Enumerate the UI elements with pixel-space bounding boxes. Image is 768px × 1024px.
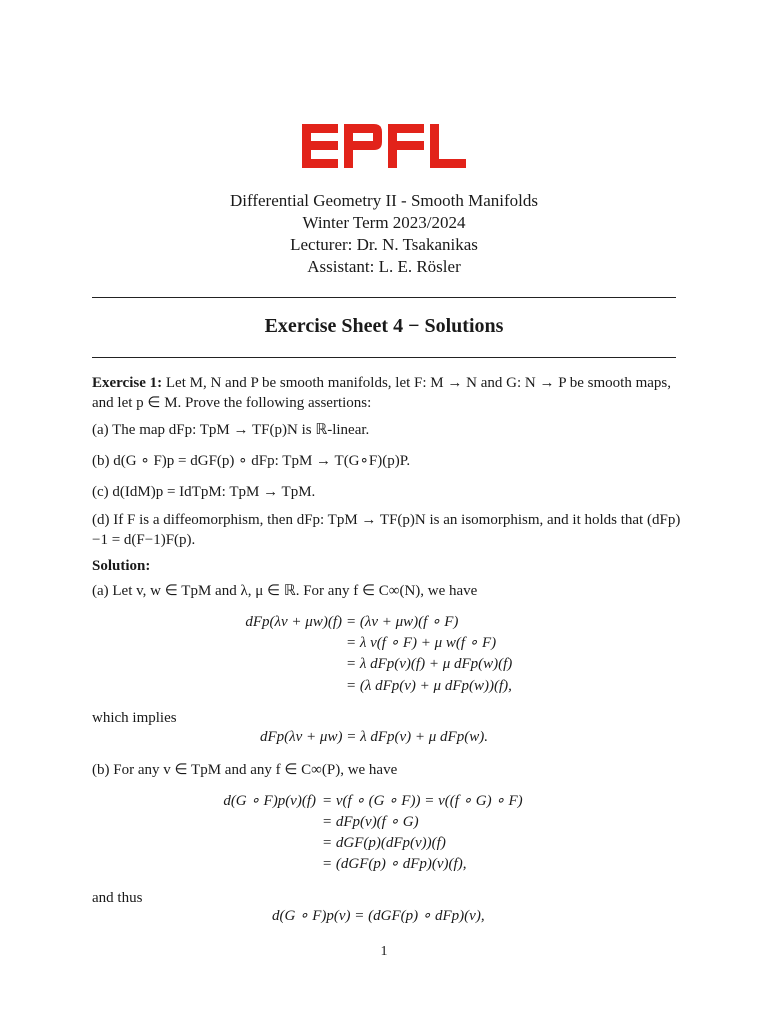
lecturer: Lecturer: Dr. N. Tsakanikas bbox=[290, 235, 478, 254]
exercise-statement bbox=[92, 373, 682, 413]
exercise-label: Exercise 1: bbox=[92, 375, 163, 391]
solution-a-implies: which implies bbox=[92, 710, 177, 726]
equation-a-line: = (λ dFp(v) + μ dFp(w))(f), bbox=[346, 678, 512, 694]
epfl-logo bbox=[302, 124, 466, 168]
exercise-item-c: (c) d(IdM)p = IdTpM: TpM → TpM. bbox=[92, 484, 316, 500]
solution-label: Solution: bbox=[92, 558, 151, 574]
equation-a-result: dFp(λv + μw) = λ dFp(v) + μ dFp(w). bbox=[260, 729, 488, 745]
equation-a-line: = (λv + μw)(f ∘ F) bbox=[346, 614, 459, 630]
equation-a-line: = λ dFp(v)(f) + μ dFp(w)(f) bbox=[346, 656, 513, 672]
exercise-item-a: (a) The map dFp: TpM → TF(p)N is ℝ-linear. bbox=[92, 422, 370, 438]
sheet-title: Exercise Sheet 4 − Solutions bbox=[264, 315, 504, 337]
page-number: 1 bbox=[380, 944, 388, 959]
exercise-item-b: (b) d(G ∘ F)p = dGF(p) ∘ dFp: TpM → T(G∘F)(p)P. bbox=[92, 453, 411, 469]
course-header bbox=[0, 190, 768, 278]
equation-b-lhs: d(G ∘ F)p(v)(f) bbox=[223, 793, 316, 809]
exercise-intro: Let M, N and P be smooth manifolds, let F: M → N and G: N → P be smooth maps, and let p ∈ M. Prove the following assertions: bbox=[92, 375, 671, 411]
equation-b-line: = v(f ∘ (G ∘ F)) = v((f ∘ G) ∘ F) bbox=[322, 793, 523, 809]
assistant: Assistant: L. E. Rösler bbox=[307, 257, 461, 276]
equation-a-line: = λ v(f ∘ F) + μ w(f ∘ F) bbox=[346, 635, 497, 651]
top-rule bbox=[92, 297, 676, 298]
equation-a bbox=[0, 612, 768, 696]
solution-b-thus: and thus bbox=[92, 890, 143, 906]
exercise-item-d: (d) If F is a diffeomorphism, then dFp: TpM → TF(p)N is an isomorphism, and it holds that (dFp)−1 = d(F−1)F(p). bbox=[92, 512, 681, 548]
equation-b-line: = (dGF(p) ∘ dFp)(v)(f), bbox=[322, 856, 467, 872]
equation-b-result: d(G ∘ F)p(v) = (dGF(p) ∘ dFp)(v), bbox=[272, 908, 485, 924]
solution-b-intro: (b) For any v ∈ TpM and any f ∈ C∞(P), we have bbox=[92, 762, 398, 778]
bottom-rule bbox=[92, 357, 676, 358]
equation-b bbox=[0, 791, 768, 875]
equation-a-lhs: dFp(λv + μw)(f) bbox=[245, 614, 342, 630]
course-title: Differential Geometry II - Smooth Manifolds bbox=[230, 191, 538, 210]
term: Winter Term 2023/2024 bbox=[302, 213, 466, 232]
equation-b-line: = dGF(p)(dFp(v))(f) bbox=[322, 835, 446, 851]
equation-b-line: = dFp(v)(f ∘ G) bbox=[322, 814, 419, 830]
solution-a-intro: (a) Let v, w ∈ TpM and λ, μ ∈ ℝ. For any f ∈ C∞(N), we have bbox=[92, 583, 478, 599]
